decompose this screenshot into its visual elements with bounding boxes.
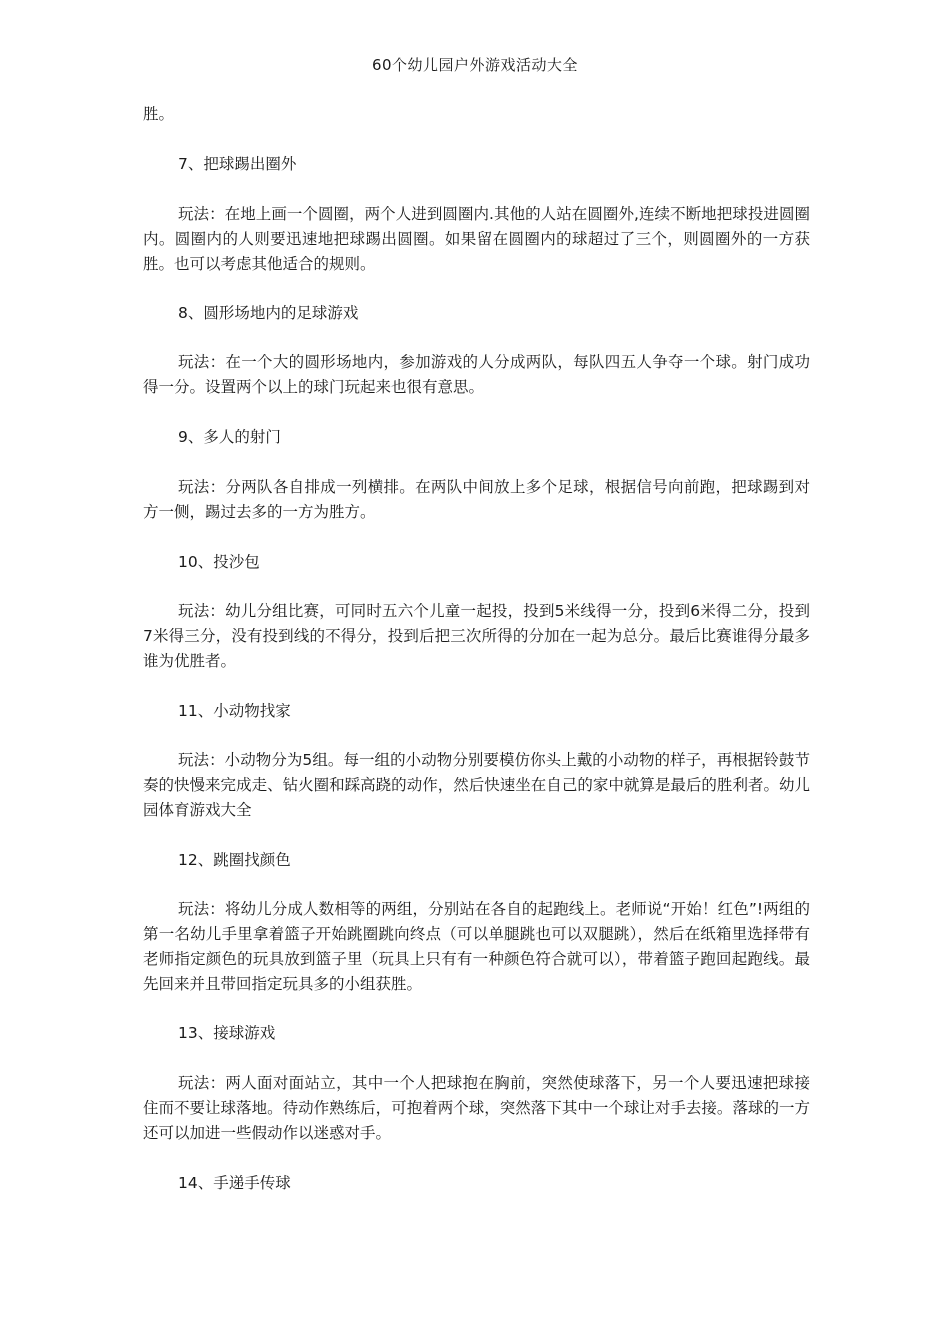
section-9-body: 玩法：分两队各自排成一列横排。在两队中间放上多个足球，根据信号向前跑，把球踢到对方一侧，踢过去多的一方为胜方。	[143, 478, 810, 521]
section-8-body: 玩法：在一个大的圆形场地内，参加游戏的人分成两队，每队四五人争夺一个球。射门成功得一分。设置两个以上的球门玩起来也很有意思。	[143, 353, 810, 396]
section-12-body: 玩法：将幼儿分成人数相等的两组，分别站在各自的起跑线上。老师说“开始！红色”!两组的第一名幼儿手里拿着篮子开始跳圈跳向终点（可以单腿跳也可以双腿跳），然后在纸箱里选择带有老师指定颜色的玩具放到篮子里（玩具上只有有一种颜色符合就可以），带着篮子跑回起跑线。最先回来并且带回指定玩具多的小组获胜。	[143, 900, 810, 993]
section-11-body: 玩法：小动物分为5组。每一组的小动物分别要模仿你头上戴的小动物的样子，再根据铃鼓节奏的快慢来完成走、钻火圈和踩高跷的动作，然后快速坐在自己的家中就算是最后的胜利者。幼儿园体育游戏大全	[143, 751, 810, 819]
intro-text: 胜。	[143, 105, 175, 123]
page-header-title: 60个幼儿园户外游戏活动大全	[371, 56, 579, 74]
section-10-title: 10、投沙包	[178, 553, 260, 571]
section-13-body: 玩法：两人面对面站立，其中一个人把球抱在胸前，突然使球落下，另一个人要迅速把球接住而不要让球落地。待动作熟练后，可抱着两个球，突然落下其中一个球让对手去接。落球的一方还可以加进一些假动作以迷惑对手。	[143, 1074, 810, 1142]
section-14-title: 14、手递手传球	[178, 1174, 291, 1192]
section-12-title: 12、跳圈找颜色	[178, 851, 291, 869]
section-13-title: 13、接球游戏	[178, 1024, 276, 1042]
section-9-title: 9、多人的射门	[178, 428, 281, 446]
section-7-body: 玩法：在地上画一个圆圈，两个人进到圆圈内.其他的人站在圆圈外,连续不断地把球投进圆圈内。圆圈内的人则要迅速地把球踢出圆圈。如果留在圆圈内的球超过了三个，则圆圈外的一方获胜。也可以考虑其他适合的规则。	[143, 205, 810, 273]
section-7-title: 7、把球踢出圈外	[178, 155, 297, 173]
section-8-title: 8、圆形场地内的足球游戏	[178, 304, 359, 322]
section-11-title: 11、小动物找家	[178, 702, 291, 720]
section-10-body: 玩法：幼儿分组比赛，可同时五六个儿童一起投，投到5米线得一分，投到6米得二分，投到7米得三分，没有投到线的不得分，投到后把三次所得的分加在一起为总分。最后比赛谁得分最多谁为优胜者。	[143, 602, 810, 670]
